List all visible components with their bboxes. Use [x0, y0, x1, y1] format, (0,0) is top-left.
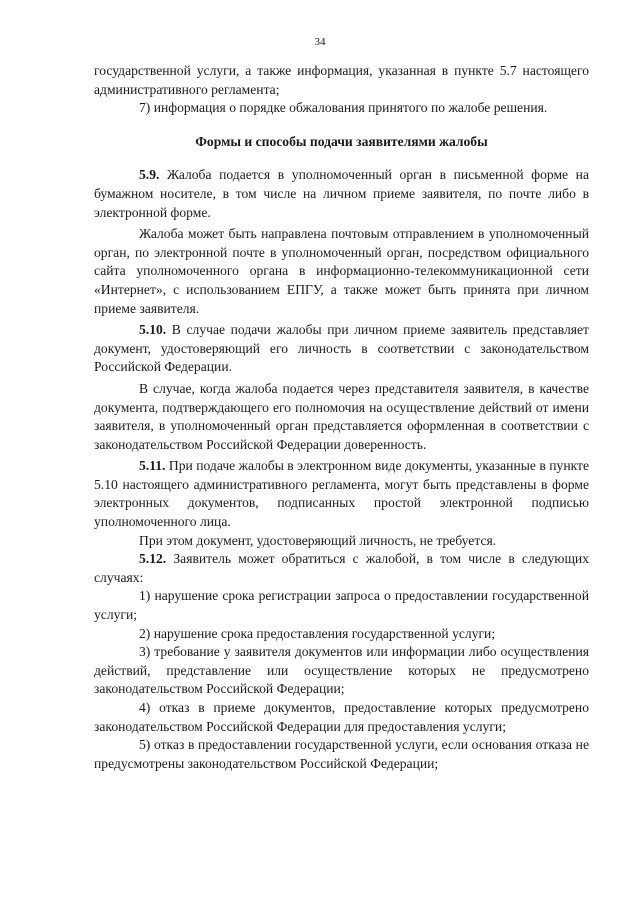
clause-text: В случае подачи жалобы при личном приеме заявитель представляет документ, удостоверяющий его личность в соответствии с законодательством Российской Федерации. [94, 322, 589, 375]
paragraph-5-10 [94, 321, 589, 377]
page-number: 34 [314, 36, 326, 48]
document-body [94, 62, 589, 773]
clause-number: 5.12. [139, 551, 167, 567]
paragraph-5-12 [94, 550, 589, 587]
clause-text: При подаче жалобы в электронном виде документы, указанные в пункте 5.10 настоящего административного регламента, могут быть представлены в форме электронных документов, подписанных простой электронной подписью уполномоченного лица. [94, 458, 589, 530]
paragraph-5-9 [94, 166, 589, 222]
clause-number: 5.10. [139, 322, 167, 338]
clause-text: Заявитель может обратиться с жалобой, в том числе в следующих случаях: [94, 551, 589, 585]
list-item-4: 4) отказ в приеме документов, предоставление которых предусмотрено законодательством Российской Федерации для предоставления услуги; [94, 700, 589, 734]
paragraph-5-10-b: В случае, когда жалоба подается через представителя заявителя, в качестве документа, подтверждающего его полномочия на осуществление действий от имени заявителя, в уполномоченный орган представляется оформленная в соответствии с законодательством Российской Федерации доверенность. [94, 380, 589, 452]
paragraph-5-11-b: При этом документ, удостоверяющий личность, не требуется. [139, 532, 497, 548]
list-item-2: 2) нарушение срока предоставления государственной услуги; [139, 625, 496, 641]
paragraph-continuation: государственной услуги, а также информация, указанная в пункте 5.7 настоящего административного регламента; [94, 63, 589, 97]
paragraph-5-11 [94, 457, 589, 531]
clause-number: 5.9. [139, 167, 160, 183]
clause-text: Жалоба подается в уполномоченный орган в письменной форме на бумажном носителе, в том числе на личном приеме заявителя, по почте либо в электронной форме. [94, 167, 589, 220]
paragraph-5-9-b: Жалоба может быть направлена почтовым отправлением в уполномоченный орган, по электронной почте в уполномоченный орган, посредством официального сайта уполномоченного органа в информационно-телекоммуникационной сети «Интернет», с использованием ЕПГУ, а также может быть принята при личном приеме заявителя. [94, 226, 589, 316]
paragraph-item-7: 7) информация о порядке обжалования принятого по жалобе решения. [139, 100, 548, 116]
list-item-1: 1) нарушение срока регистрации запроса о предоставлении государственной услуги; [94, 588, 589, 623]
list-item-3: 3) требование у заявителя документов или информации либо осуществления действий, представление или осуществление которых не предусмотрено законодательством Российской Федерации; [94, 644, 589, 697]
clause-number: 5.11. [139, 458, 166, 474]
section-heading: Формы и способы подачи заявителями жалобы [195, 133, 488, 149]
list-item-5: 5) отказ в предоставлении государственной услуги, если основания отказа не предусмотрены законодательством Российской Федерации; [94, 737, 589, 771]
